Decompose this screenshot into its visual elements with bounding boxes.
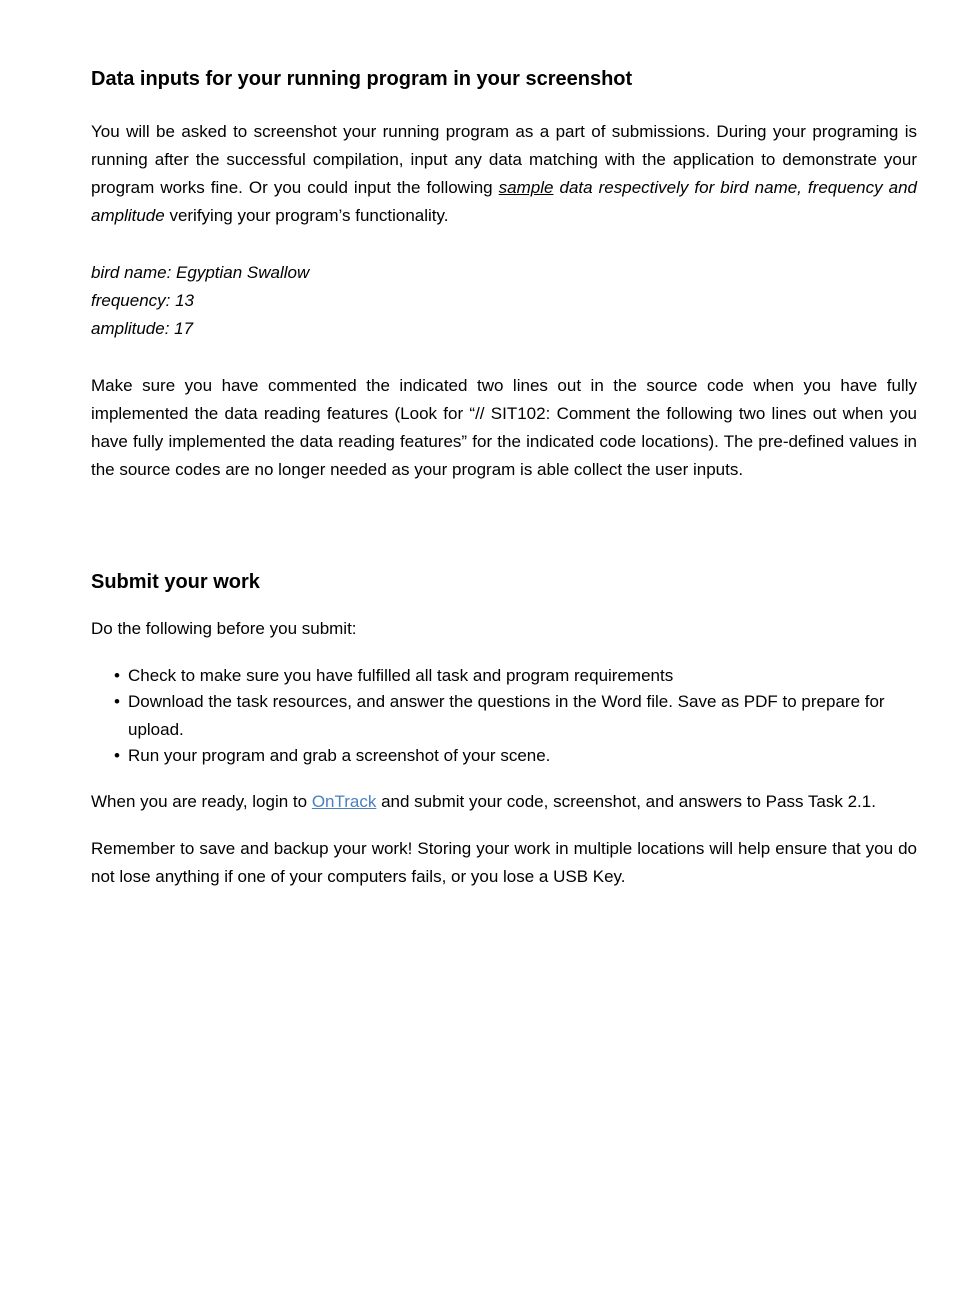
ontrack-link[interactable]: OnTrack (311, 792, 377, 811)
list-item (114, 688, 917, 744)
paragraph-text: You will be asked to screenshot your running program as a part of submissions. During your programing is running after the successful compilation, input any data matching with the application to demonstrate your program works fine. Or you could input the following (91, 122, 917, 197)
list-item (114, 742, 917, 770)
bullet-icon: • (114, 746, 120, 765)
section-title-submit: Submit your work (91, 571, 260, 593)
paragraph-screenshot-instructions (91, 118, 917, 230)
sample-amplitude: amplitude: 17 (91, 319, 194, 338)
paragraph-remember-backup: Remember to save and backup your work! Storing your work in multiple locations will help ensure that you do not lose anything if one of your computers fails, or you lose a USB Key. (91, 839, 917, 886)
bullet-icon: • (114, 666, 120, 685)
list-item-text: Download the task resources, and answer the questions in the Word file. Save as PDF to prepare for upload. (128, 692, 885, 739)
section-title-data-inputs: Data inputs for your running program in your screenshot (91, 68, 633, 90)
paragraph-text: verifying your program’s functionality. (164, 206, 449, 225)
list-item-text: Check to make sure you have fulfilled all task and program requirements (128, 666, 674, 685)
paragraph-when-ready (91, 788, 917, 816)
paragraph-italic-text: data respectively for bird name, frequency and amplitude (91, 178, 917, 225)
paragraph-text: When you are ready, login to (91, 792, 312, 811)
submit-checklist (91, 662, 917, 770)
sample-bird-name: bird name: Egyptian Swallow (91, 263, 310, 282)
list-item-text: Run your program and grab a screenshot of your scene. (128, 746, 551, 765)
bullet-icon: • (114, 692, 120, 711)
paragraph-comment-lines: Make sure you have commented the indicated two lines out in the source code when you have fully implemented the data reading features (Look for “// SIT102: Comment the following two lines out when you have fully implemented the data reading features” for the indicated code locations). The pre-defined values in the source codes are no longer needed as your program is able collect the user inputs. (91, 376, 917, 479)
submit-intro: Do the following before you submit: (91, 619, 357, 638)
list-item (114, 662, 917, 690)
document-page (91, 62, 917, 891)
sample-data-block (91, 259, 917, 343)
sample-frequency: frequency: 13 (91, 291, 195, 310)
paragraph-text: and submit your code, screenshot, and answers to Pass Task 2.1. (376, 792, 876, 811)
sample-word: sample (498, 178, 554, 197)
